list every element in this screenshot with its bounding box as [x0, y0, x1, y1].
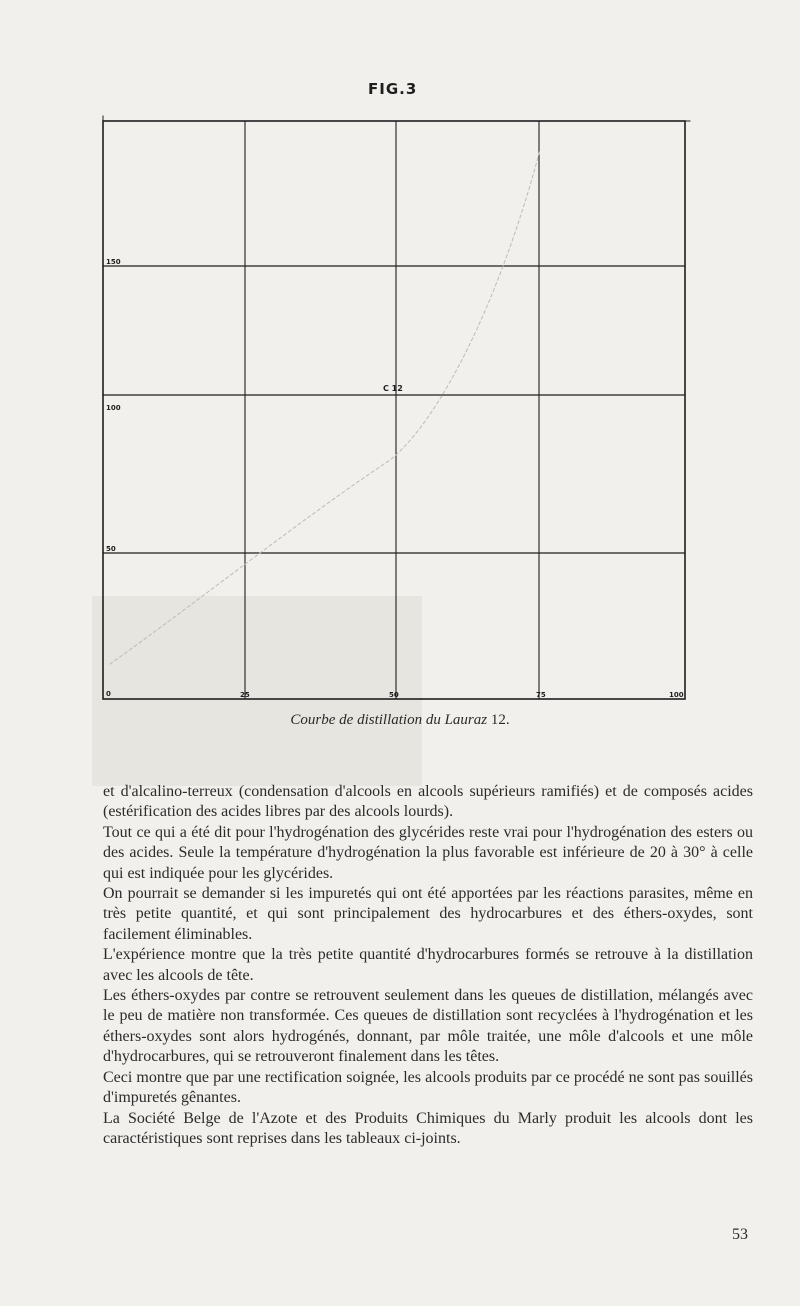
y-tick-label: 100	[106, 404, 121, 412]
x-tick-label: 50	[389, 691, 399, 699]
plot-frame	[103, 121, 685, 699]
paragraph: Ceci montre que par une rectification soignée, les alcools produits par ce procédé ne sont pas souillés d'impuretés gênantes.	[103, 1068, 753, 1107]
y-tick-label: 150	[106, 258, 121, 266]
y-tick-label: 0	[106, 690, 111, 698]
y-tick-label: 50	[106, 545, 116, 553]
x-tick-label: 75	[536, 691, 546, 699]
caption-text: Courbe de distillation du Lauraz	[290, 712, 488, 728]
body-text	[103, 782, 753, 1149]
paragraph: Les éthers-oxydes par contre se retrouvent seulement dans les queues de distillation, mélangés avec le peu de matière non transformée. Ces queues de distillation sont recyclées à l'hydrogénation et les éthers-oxydes sont alors hydrogénés, donnant, par môle traitée, une môle d'alcools et une môle d'hydrocarbures, qui se retrouveront finalement dans les têtes.	[103, 987, 753, 1066]
x-tick-label: 25	[240, 691, 250, 699]
page-number: 53	[732, 1226, 748, 1243]
x-tick-label: 100	[669, 691, 684, 699]
figure-caption	[0, 712, 800, 729]
caption-number: 12.	[490, 712, 510, 728]
paragraph: La Société Belge de l'Azote et des Produits Chimiques du Marly produit les alcools dont les caractéristiques sont reprises dans les tableaux ci-joints.	[103, 1109, 753, 1147]
curve-annotation: C 12	[383, 384, 403, 393]
paragraph: Tout ce qui a été dit pour l'hydrogénation des glycérides reste vrai pour l'hydrogénation des esters ou des acides. Seule la température d'hydrogénation la plus favorable est inférieure de 20 à 30° à celle qui est indiquée pour les glycérides.	[103, 823, 753, 882]
figure-title: FIG.3	[368, 80, 418, 98]
paragraph: L'expérience montre que la très petite quantité d'hydrocarbures formés se retrouve à la distillation avec les alcools de tête.	[103, 946, 753, 984]
paragraph: et d'alcalino-terreux (condensation d'alcools en alcools supérieurs ramifiés) et de composés acides (estérification des acides libres par des alcools lourds).	[103, 783, 753, 821]
paragraph: On pourrait se demander si les impuretés qui ont été apportées par les réactions parasites, même en très petite quantité, et qui sont principalement des hydrocarbures et des éthers-oxydes, sont facilement éliminables.	[103, 885, 753, 943]
distillation-curve	[110, 150, 540, 664]
